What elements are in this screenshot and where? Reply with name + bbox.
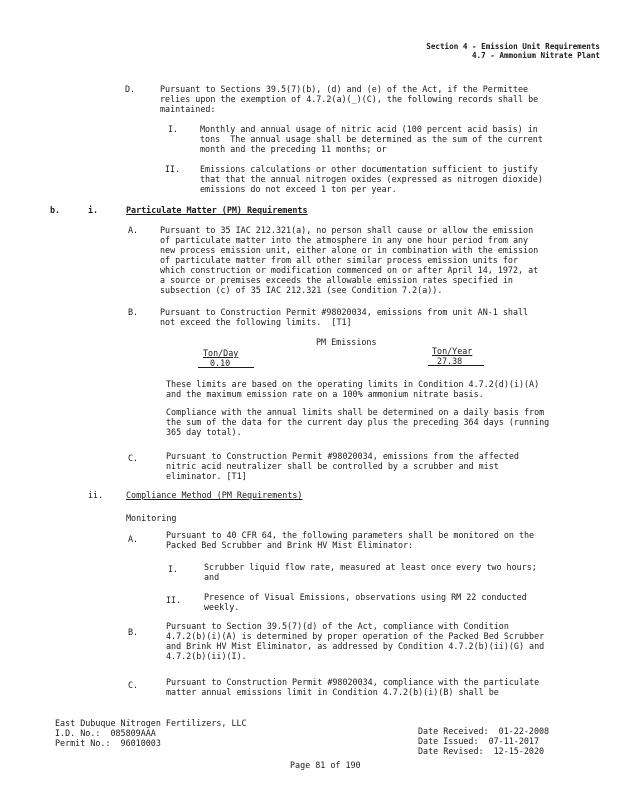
compliance-item-b-label: B. bbox=[128, 627, 139, 637]
item-d-sub-i-label: I. bbox=[168, 124, 179, 134]
ton-year-header: Ton/Year bbox=[432, 346, 473, 356]
section-b-letter: b. bbox=[50, 205, 61, 215]
ton-day-value: 0.10 bbox=[210, 358, 231, 368]
footer-date-issued: Date Issued: 07-11-2017 bbox=[418, 736, 540, 746]
ton-day-header: Ton/Day bbox=[203, 348, 239, 358]
subsection-header: 4.7 - Ammonium Nitrate Plant bbox=[471, 51, 600, 60]
monitoring-item-a-label: A. bbox=[128, 534, 139, 544]
footer-company: East Dubuque Nitrogen Fertilizers, LLC bbox=[55, 718, 247, 728]
footer-id-no: I.D. No.: 085809AAA bbox=[55, 728, 156, 738]
compliance-item-c-label: C. bbox=[128, 680, 139, 690]
section-header: Section 4 - Emission Unit Requirements bbox=[426, 42, 600, 51]
ton-year-value: 27.38 bbox=[437, 356, 463, 366]
page-number: Page 81 of 190 bbox=[290, 760, 361, 770]
table-underline-left bbox=[198, 367, 254, 368]
footer-date-revised: Date Revised: 12-15-2020 bbox=[418, 746, 545, 756]
pm-item-a-label: A. bbox=[128, 225, 139, 235]
monitoring-sub-ii-label: II. bbox=[166, 595, 182, 605]
pm-item-c-label: C. bbox=[128, 453, 139, 463]
monitoring-sub-i-label: I. bbox=[168, 564, 179, 574]
compliance-roman: ii. bbox=[88, 490, 104, 500]
pm-requirements-heading: Particulate Matter (PM) Requirements bbox=[126, 205, 308, 215]
table-underline-right bbox=[428, 365, 484, 366]
item-d-label: D. bbox=[125, 84, 136, 94]
monitoring-heading: Monitoring bbox=[126, 513, 177, 523]
item-d-sub-ii-label: II. bbox=[165, 164, 181, 174]
pm-item-b-label: B. bbox=[128, 307, 139, 317]
compliance-method-heading: Compliance Method (PM Requirements) bbox=[126, 490, 303, 500]
pm-emissions-table-title: PM Emissions bbox=[316, 337, 377, 347]
section-b-roman: i. bbox=[88, 205, 99, 215]
footer-date-received: Date Received: 01-22-2008 bbox=[418, 726, 550, 736]
footer-permit-no: Permit No.: 96010003 bbox=[55, 738, 161, 748]
